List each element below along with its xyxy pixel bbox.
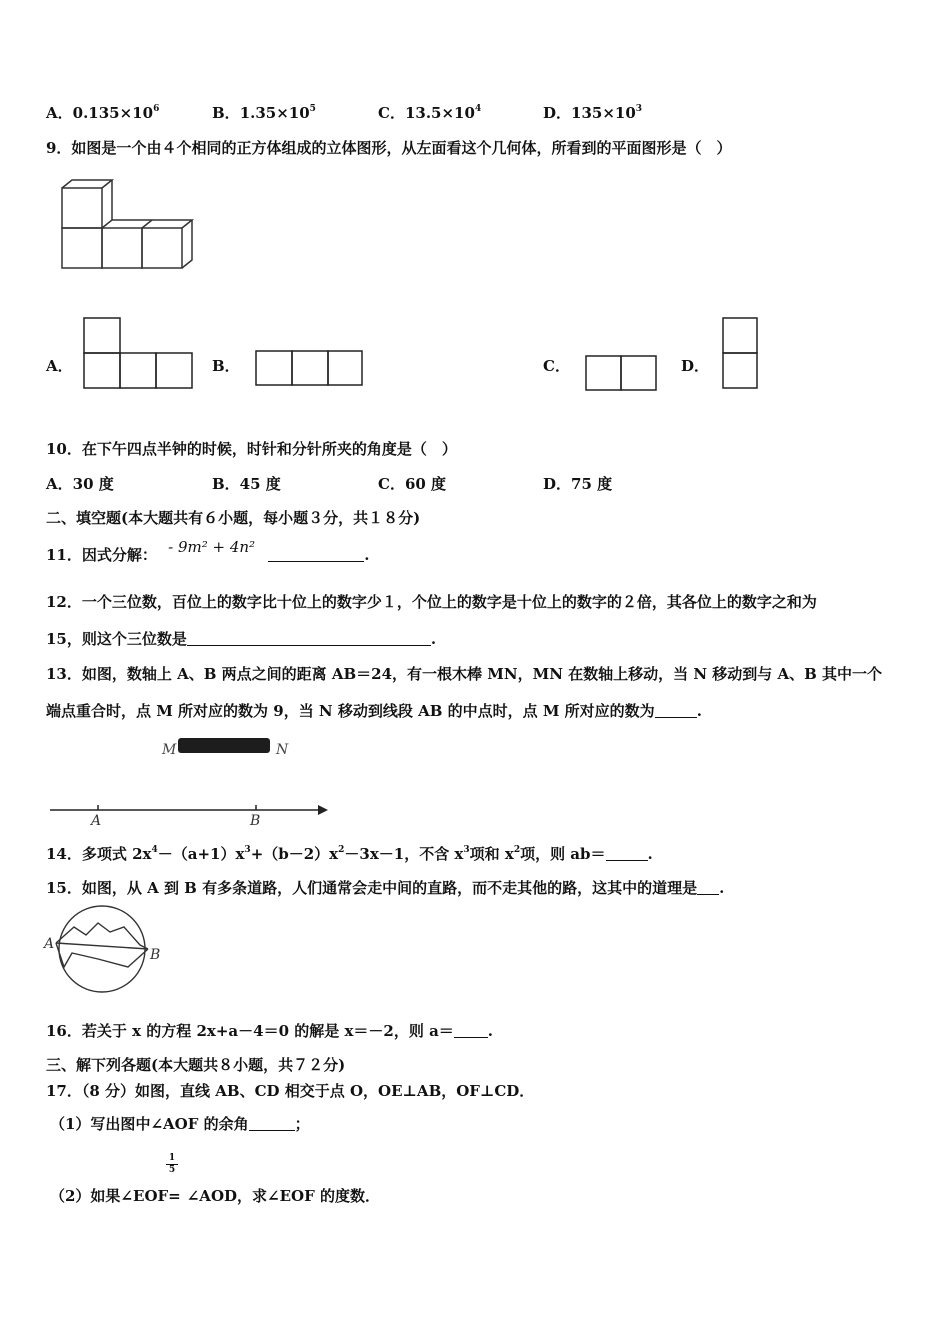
q8-option-d: D．$135\times 10^3$	[543, 104, 643, 122]
q12-answer-blank[interactable]	[187, 631, 431, 646]
q17-fraction: 1 5	[166, 1153, 178, 1176]
q10-option-d: D．75 度	[543, 475, 613, 493]
q17-question-line1: 17．（8 分）如图，直线 AB、CD 相交于点 O，OE⊥AB，OF⊥CD．	[46, 1082, 535, 1100]
q12-question-line2: 15，则这个三位数是 .	[46, 630, 437, 648]
q17-part2: （2）如果∠EOF= ∠AOD，求∠EOF 的度数．	[50, 1187, 380, 1205]
q11-answer-blank[interactable]	[268, 547, 364, 562]
q17-part1: （1）写出图中∠AOF 的余角 ；	[50, 1115, 310, 1133]
q13-question-line1: 13．如图，数轴上 A、B 两点之间的距离 AB＝24，有一根木棒 MN，MN 在数轴上移动，当 N 移动到与 A、B 其中一个	[46, 665, 883, 683]
point-label-b: B	[250, 813, 261, 829]
q9-option-b-figure	[254, 349, 364, 387]
q10-option-c: C．60 度	[378, 475, 447, 493]
section3-heading: 三、解下列各题(本大题共８小题，共７２分)	[46, 1056, 346, 1074]
stick-mn	[178, 738, 270, 753]
q8-option-b: B．$1.35\times 10^5$	[212, 104, 316, 122]
q13-answer-blank[interactable]	[655, 703, 697, 718]
q15-question: 15．如图，从 A 到 B 有多条道路，人们通常会走中间的直路，而不走其他的路，这其中的道理是 .	[46, 879, 725, 897]
q8-option-a: A．$0.135\times 10^6$	[46, 104, 160, 122]
section2-heading: 二、填空题(本大题共有６小题，每小题３分，共１８分)	[46, 509, 421, 527]
stick-label-n: N	[276, 742, 289, 758]
q11-expression: - 9m² + 4n²	[168, 538, 256, 556]
q15-paths-figure	[44, 905, 169, 995]
q10-question: 10．在下午四点半钟的时候，时针和分针所夹的角度是（ ）	[46, 440, 457, 458]
q15-answer-blank[interactable]	[697, 880, 719, 895]
q13-numberline-figure	[46, 734, 336, 829]
q14-answer-blank[interactable]	[606, 846, 648, 861]
stick-label-m: M	[162, 742, 177, 758]
q11-question: 11．因式分解： - 9m² + 4n² .	[46, 538, 370, 564]
q9-option-a-figure	[82, 316, 194, 390]
point-label-b: B	[150, 947, 161, 963]
q9-option-c-figure	[584, 354, 659, 392]
q16-question: 16．若关于 x 的方程 2x+a－4＝0 的解是 x＝－2，则 a＝ .	[46, 1022, 494, 1040]
q11-prefix: 11．因式分解：	[46, 546, 157, 564]
q9-option-b-label: B．	[212, 357, 240, 375]
q9-question: 9．如图是一个由４个相同的正方体组成的立体图形，从左面看这个几何体，所看到的平面图形是（ ）	[46, 139, 732, 157]
number-line-arrow	[318, 805, 328, 815]
point-label-a: A	[91, 813, 102, 829]
q12-question-line1: 12．一个三位数，百位上的数字比十位上的数字少１，个位上的数字是十位上的数字的２倍，其各位上的数字之和为	[46, 593, 817, 611]
q10-option-a: A．30 度	[46, 475, 114, 493]
q10-option-b: B．45 度	[212, 475, 281, 493]
q8-option-c: C．$13.5\times 10^4$	[378, 104, 482, 122]
q14-question: 14．多项式 $2x^4-(a+1)x^3+(b-2)x^2-3x-1$，不含 $x^3$项和 $x^2$项，则 ab＝ .	[46, 845, 653, 863]
q9-option-a-label: A．	[46, 357, 73, 375]
q17-part1-answer-blank[interactable]	[249, 1116, 295, 1131]
point-label-a: A	[44, 936, 55, 952]
q13-question-line2: 端点重合时，点 M 所对应的数为 9，当 N 移动到线段 AB 的中点时，点 M 所对应的数为 .	[46, 702, 702, 720]
q9-cube-figure	[58, 178, 208, 273]
q9-option-d-label: D．	[681, 357, 710, 375]
q9-option-d-figure	[721, 316, 761, 390]
q9-option-c-label: C．	[543, 357, 570, 375]
q16-answer-blank[interactable]	[454, 1023, 488, 1038]
